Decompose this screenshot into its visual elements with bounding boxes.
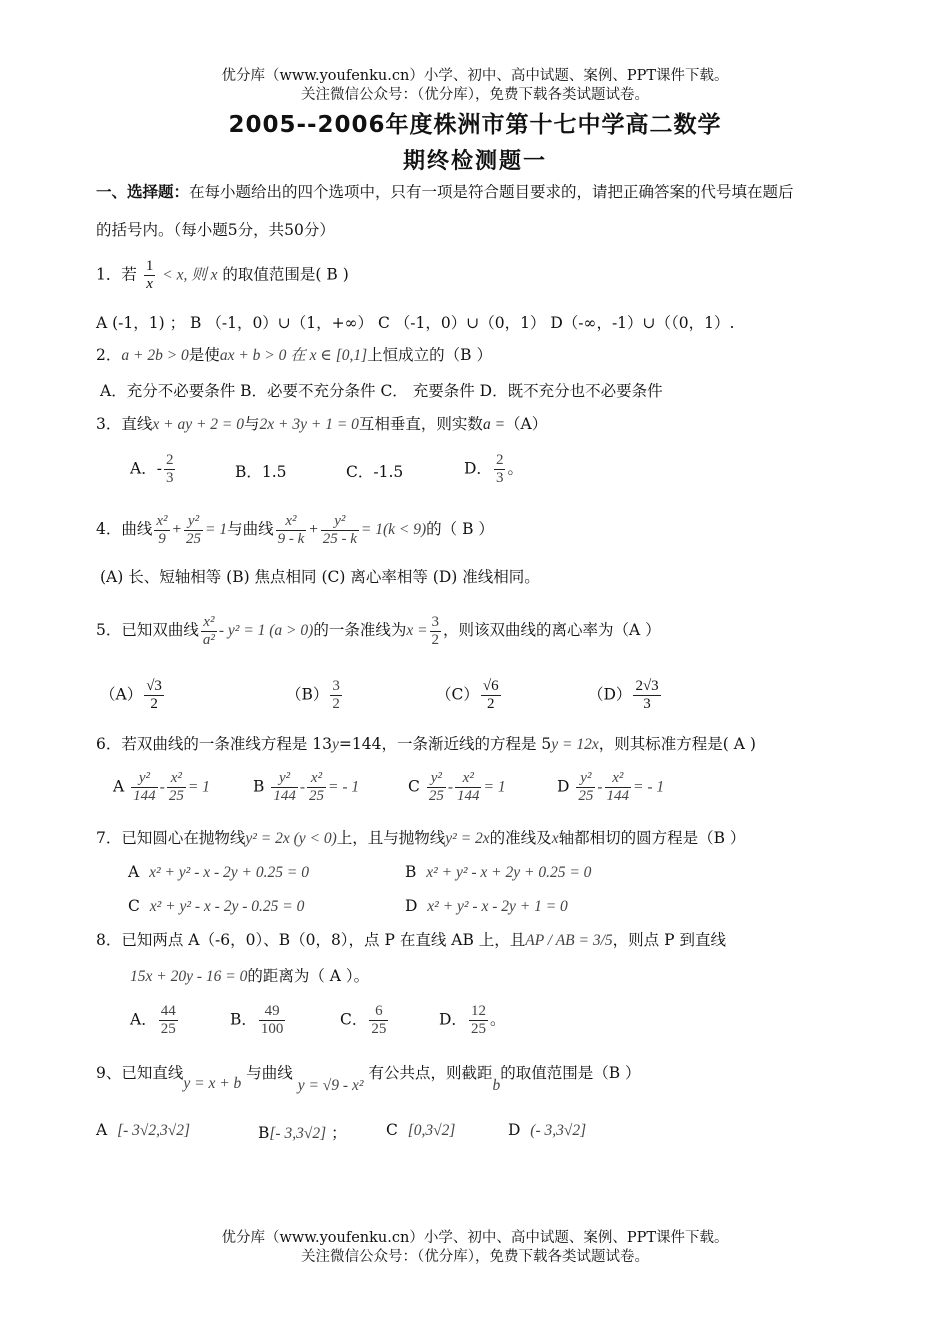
q7-c-math: x² + y² - x - 2y - 0.25 = 0 — [149, 898, 305, 915]
q8-line-math: 15x + 20y - 16 = 0 — [130, 968, 248, 985]
q6-d-n2: x² — [605, 770, 632, 788]
q7-x: x — [551, 830, 559, 847]
q4-f3-num: x² — [276, 513, 307, 531]
q3-option-d-fraction — [494, 452, 506, 487]
q1-prefix: 1．若 — [96, 265, 137, 284]
q5-math: - y² = 1 (a > 0) — [218, 622, 314, 639]
q7-prefix: 7．已知圆心在抛物线 — [96, 829, 246, 847]
question-4-options: (A) 长、短轴相等 (B) 焦点相同 (C) 离心率相等 (D) 准线相同。 — [100, 568, 540, 586]
q7-option-c — [128, 897, 304, 916]
q6-c-n2: x² — [455, 770, 482, 788]
q7-option-a — [128, 863, 309, 882]
q5-a-fraction — [144, 678, 164, 713]
q5-b-num: 3 — [332, 678, 340, 694]
q7-d-label: D — [405, 897, 418, 915]
q4-f1-num: x² — [156, 512, 168, 529]
q3-math-1: x + ay + 2 = 0 — [152, 416, 245, 433]
q6-math-1: y — [332, 736, 339, 753]
q8-b-num: 49 — [259, 1003, 286, 1021]
q9-option-c — [386, 1121, 455, 1140]
q8-option-a — [130, 1003, 180, 1038]
q6-text-1: 6．若双曲线的一条准线方程是 13 — [96, 735, 333, 753]
q5-d-num: 3 — [431, 613, 440, 630]
q5-d-fraction — [633, 678, 660, 713]
q6-b-d1: 144 — [273, 788, 296, 804]
q8-b-den: 100 — [260, 1021, 284, 1037]
q5-suffix: ，则该双曲线的离心率为（A ） — [443, 621, 661, 639]
q5-c-label: （C） — [436, 685, 479, 704]
q6-d-label: D — [557, 777, 570, 796]
q3-option-a — [130, 452, 177, 487]
q9-d-label: D — [508, 1121, 521, 1139]
q3-answer: （A） — [505, 415, 548, 433]
q9-prefix: 9、已知直线 — [96, 1064, 184, 1082]
q6-a-frac-2 — [167, 770, 186, 805]
q3-suffix: 互相垂直，则实数 — [358, 415, 483, 433]
q5-option-b — [286, 678, 344, 713]
q4-eq-2: = 1(k < 9) — [360, 521, 427, 538]
q3-math-3: a = — [482, 416, 506, 433]
q3-d-den: 3 — [495, 470, 504, 486]
q9-b-math: [- 3,3√2] — [269, 1125, 327, 1142]
section-instruction — [96, 182, 794, 202]
q6-c-n1: y² — [427, 770, 446, 788]
question-9-stem — [96, 1063, 641, 1094]
instruction-text-2: 的括号内。（每小题5分，共50分） — [96, 221, 335, 239]
q3-math-2: 2x + 3y + 1 = 0 — [259, 416, 359, 433]
instruction-text-1: 在每小题给出的四个选项中，只有一项是符合题目要求的，请把正确答案的代号填在题后 — [189, 183, 794, 201]
q9-math-2: y = √9 - x² — [297, 1077, 364, 1094]
q5-prefix: 5．已知双曲线 — [96, 621, 199, 639]
q3-mid: 与 — [244, 415, 260, 433]
q8-c-den: 25 — [371, 1021, 387, 1037]
q6-option-c — [408, 770, 506, 805]
exam-title: 2005--2006年度株洲市第十七中学高二数学 — [228, 112, 722, 138]
q8-a-num: 44 — [160, 1003, 176, 1019]
q3-option-c: C．-1.5 — [346, 463, 404, 481]
q6-option-d — [557, 770, 664, 805]
q7-option-d — [405, 897, 568, 916]
q4-fraction-3 — [276, 513, 307, 548]
footer-line-1: 优分库（www.youfenku.cn）小学、初中、高中试题、案例、PPT课件下载。 — [221, 1230, 729, 1246]
q7-mid: 上，且与抛物线 — [336, 829, 446, 847]
q7-math-1: y² = 2x (y < 0) — [245, 830, 337, 847]
question-2-options: A．充分不必要条件 B．必要不充分条件 C． 充要条件 D．既不充分也不必要条件 — [100, 382, 663, 400]
q2-math-1: a + 2b > 0 — [121, 347, 189, 364]
header-line-1: 优分库（www.youfenku.cn）小学、初中、高中试题、案例、PPT课件下载。 — [221, 68, 729, 84]
q5-a-den: 2 — [150, 696, 158, 712]
q7-b-math: x² + y² - x + 2y + 0.25 = 0 — [426, 864, 592, 881]
q8-d-num: 12 — [470, 1003, 486, 1019]
q7-math-2: y² = 2x — [445, 830, 490, 847]
q5-d-num-val: 2√3 — [635, 678, 659, 694]
q7-a-label: A — [128, 863, 140, 881]
q8-d-fraction — [469, 1003, 488, 1038]
q3-option-a-label: A．- — [130, 459, 162, 478]
q8-a-label: A． — [130, 1010, 157, 1029]
q7-c-label: C — [128, 897, 140, 915]
q5-fraction — [201, 614, 217, 649]
q9-b-label: B — [258, 1124, 270, 1142]
q8-c-label: C． — [340, 1010, 368, 1029]
q5-option-d — [588, 678, 663, 713]
q5-d-den-val: 3 — [643, 696, 651, 712]
q8-d-end: 。 — [489, 1010, 506, 1029]
q6-c-d2: 144 — [456, 788, 480, 804]
q9-option-d — [508, 1121, 586, 1140]
question-8-line-2 — [130, 966, 369, 987]
q5-option-a — [100, 678, 166, 713]
q6-d-d1: 25 — [578, 788, 594, 804]
q9-d-math: (- 3,3√2] — [530, 1122, 587, 1139]
q6-b-end: = - 1 — [328, 778, 360, 796]
q6-d-n1: y² — [576, 770, 595, 788]
q5-b-fraction — [330, 678, 342, 713]
q8-line-suffix: 的距离为（ A ）。 — [247, 967, 370, 985]
q4-suffix: 的（ B ） — [426, 520, 494, 538]
q7-b-label: B — [405, 863, 417, 881]
q6-b-minus: - — [299, 778, 305, 796]
q6-c-d1: 25 — [428, 788, 444, 804]
q9-a-math: [- 3√2,3√2] — [117, 1122, 191, 1139]
q9-c-label: C — [386, 1121, 398, 1139]
q6-a-d1: 144 — [133, 788, 156, 804]
q5-directrix-fraction — [430, 614, 442, 649]
q3-option-b: B．1.5 — [235, 463, 287, 481]
q8-prefix: 8．已知两点 A（-6，0）、B（0，8），点 P 在直线 AB 上，且 — [96, 931, 526, 949]
q8-b-fraction — [259, 1003, 286, 1038]
q4-f4-den: 25 - k — [322, 530, 357, 547]
q8-c-fraction — [369, 1003, 388, 1038]
q6-a-frac-1 — [131, 770, 158, 805]
q9-option-a — [96, 1121, 190, 1140]
q8-b-label: B． — [230, 1010, 257, 1029]
q5-d-den: 2 — [431, 631, 440, 648]
q4-fraction-2 — [184, 513, 203, 548]
question-3-stem — [96, 414, 547, 435]
q6-c-end: = 1 — [483, 778, 506, 796]
question-1-options: A (-1，1) ； B （-1，0）∪（1，+∞） C （-1，0）∪（0，1） D（-∞，-1）∪（（0，1）. — [96, 314, 735, 332]
q9-suffix: 的取值范围是（B ） — [500, 1064, 641, 1082]
question-2-stem — [96, 345, 492, 366]
q7-d-math: x² + y² - x - 2y + 1 = 0 — [427, 898, 568, 915]
q2-mid: 是使 — [188, 346, 220, 364]
q2-suffix: 上恒成立的（B ） — [367, 346, 492, 364]
q5-b-den: 2 — [332, 696, 340, 712]
q9-b: b — [492, 1077, 501, 1094]
q6-b-frac-1 — [271, 770, 298, 805]
q5-d-label: （D） — [588, 685, 632, 704]
q9-mid: 与曲线 — [246, 1064, 293, 1082]
q5-option-c — [436, 678, 503, 713]
q8-a-fraction — [159, 1003, 178, 1038]
q5-mid: 的一条准线为 — [313, 621, 407, 639]
q6-text-2: =144，一条渐近线的方程是 5 — [338, 735, 552, 753]
q6-b-n2: x² — [307, 770, 326, 788]
exam-subtitle: 期终检测题一 — [402, 149, 547, 174]
q3-d-num: 2 — [495, 452, 504, 468]
q5-a-label: （A） — [100, 685, 143, 704]
q6-d-frac-1 — [576, 770, 595, 805]
q6-a-minus: - — [159, 778, 165, 796]
q5-b-label: （B） — [286, 685, 329, 704]
q4-f1-den: 9 — [158, 530, 166, 547]
q6-b-n1: y² — [271, 770, 298, 788]
q5-c-fraction — [481, 678, 501, 713]
q9-a-label: A — [96, 1121, 108, 1139]
q6-a-end: = 1 — [187, 778, 210, 796]
q3-option-d-label: D． — [464, 459, 492, 478]
q3-d-end: 。 — [507, 459, 523, 478]
q7-option-b — [405, 863, 591, 882]
q9-mid-2: 有公共点，则截距 — [368, 1064, 493, 1082]
q8-math: AP / AB = 3/5 — [525, 932, 613, 949]
question-5-stem — [96, 610, 661, 651]
q6-c-label: C — [408, 777, 420, 796]
q8-d-label: D． — [439, 1010, 467, 1029]
q7-a-math: x² + y² - x - 2y + 0.25 = 0 — [149, 864, 309, 881]
question-4-stem — [96, 510, 494, 549]
q6-b-label: B — [253, 777, 265, 796]
question-8-stem — [96, 930, 726, 951]
q4-f2-den: 25 — [186, 530, 201, 547]
q7-suffix: 轴都相切的圆方程是（B ） — [558, 829, 746, 847]
q4-f4-num: y² — [321, 513, 359, 531]
q6-option-b — [253, 770, 359, 805]
q4-fraction-1 — [154, 513, 169, 548]
q6-a-d2: 25 — [168, 788, 184, 804]
q6-b-frac-2 — [307, 770, 326, 805]
question-7-stem — [96, 828, 745, 849]
q5-x-eq: x = — [406, 622, 428, 639]
q3-a-den: 3 — [165, 470, 174, 486]
q4-f2-num: y² — [184, 513, 203, 531]
q5-c-num: √6 — [482, 678, 499, 694]
q1-frac-num: 1 — [145, 258, 154, 274]
q9-math-1: y = x + b — [183, 1075, 242, 1092]
q3-option-d — [464, 452, 523, 487]
q6-math-2: y = 12x — [551, 736, 599, 753]
q9-b-end: ； — [331, 1124, 347, 1142]
q6-text-3: ，则其标准方程是( A ) — [598, 735, 756, 753]
q6-a-n1: y² — [131, 770, 158, 788]
q1-fraction — [144, 258, 156, 293]
q4-plus-1: + — [171, 521, 182, 538]
q6-c-minus: - — [447, 778, 453, 796]
q7-mid-2: 的准线及 — [489, 829, 552, 847]
q1-math: < x, 则 x — [162, 266, 218, 284]
q6-d-d2: 144 — [606, 788, 630, 804]
q4-eq-1: = 1 — [205, 521, 228, 538]
q9-c-math: [0,3√2] — [407, 1122, 456, 1139]
q3-prefix: 3．直线 — [96, 415, 153, 433]
q8-option-d — [439, 1003, 505, 1038]
q9-option-b — [258, 1121, 347, 1143]
q8-c-num: 6 — [369, 1003, 388, 1021]
q6-b-d2: 25 — [309, 788, 324, 804]
q5-f-num: x² — [201, 614, 217, 632]
q6-a-n2: x² — [167, 770, 186, 788]
q6-d-frac-2 — [605, 770, 632, 805]
q8-option-b — [230, 1003, 287, 1038]
q4-mid: 与曲线 — [227, 520, 274, 538]
q6-c-frac-2 — [455, 770, 482, 805]
q3-a-num: 2 — [165, 452, 174, 468]
section-label: 一、选择题： — [96, 182, 190, 201]
question-1-stem — [96, 258, 349, 293]
q5-a-num: √3 — [146, 678, 162, 694]
q6-d-minus: - — [597, 778, 603, 796]
q2-math-2: ax + b > 0 在 x ∈ [0,1] — [219, 347, 368, 364]
q6-option-a — [113, 770, 210, 805]
q8-option-c — [340, 1003, 390, 1038]
q6-d-end: = - 1 — [633, 778, 665, 796]
q6-a-label: A — [113, 777, 125, 796]
q5-f-den: a² — [202, 631, 215, 648]
q2-prefix: 2． — [96, 346, 122, 364]
q3-option-a-fraction — [164, 452, 176, 487]
q8-a-den: 25 — [160, 1021, 176, 1037]
q1-suffix: 的取值范围是( B ) — [222, 265, 349, 284]
question-6-stem — [96, 734, 756, 755]
q4-plus-2: + — [308, 521, 319, 538]
q4-f3-den: 9 - k — [277, 530, 305, 547]
header-line-2: 关注微信公众号：（优分库），免费下载各类试题试卷。 — [301, 87, 649, 103]
q1-frac-den: x — [146, 276, 153, 292]
q5-c-den: 2 — [486, 696, 495, 712]
q6-c-frac-1 — [427, 770, 446, 805]
footer-line-2: 关注微信公众号：（优分库），免费下载各类试题试卷。 — [301, 1249, 649, 1265]
q8-d-den: 25 — [470, 1021, 486, 1037]
q8-suffix: ，则点 P 到直线 — [612, 931, 726, 949]
q4-prefix: 4．曲线 — [96, 520, 153, 538]
q4-fraction-4 — [321, 513, 359, 548]
